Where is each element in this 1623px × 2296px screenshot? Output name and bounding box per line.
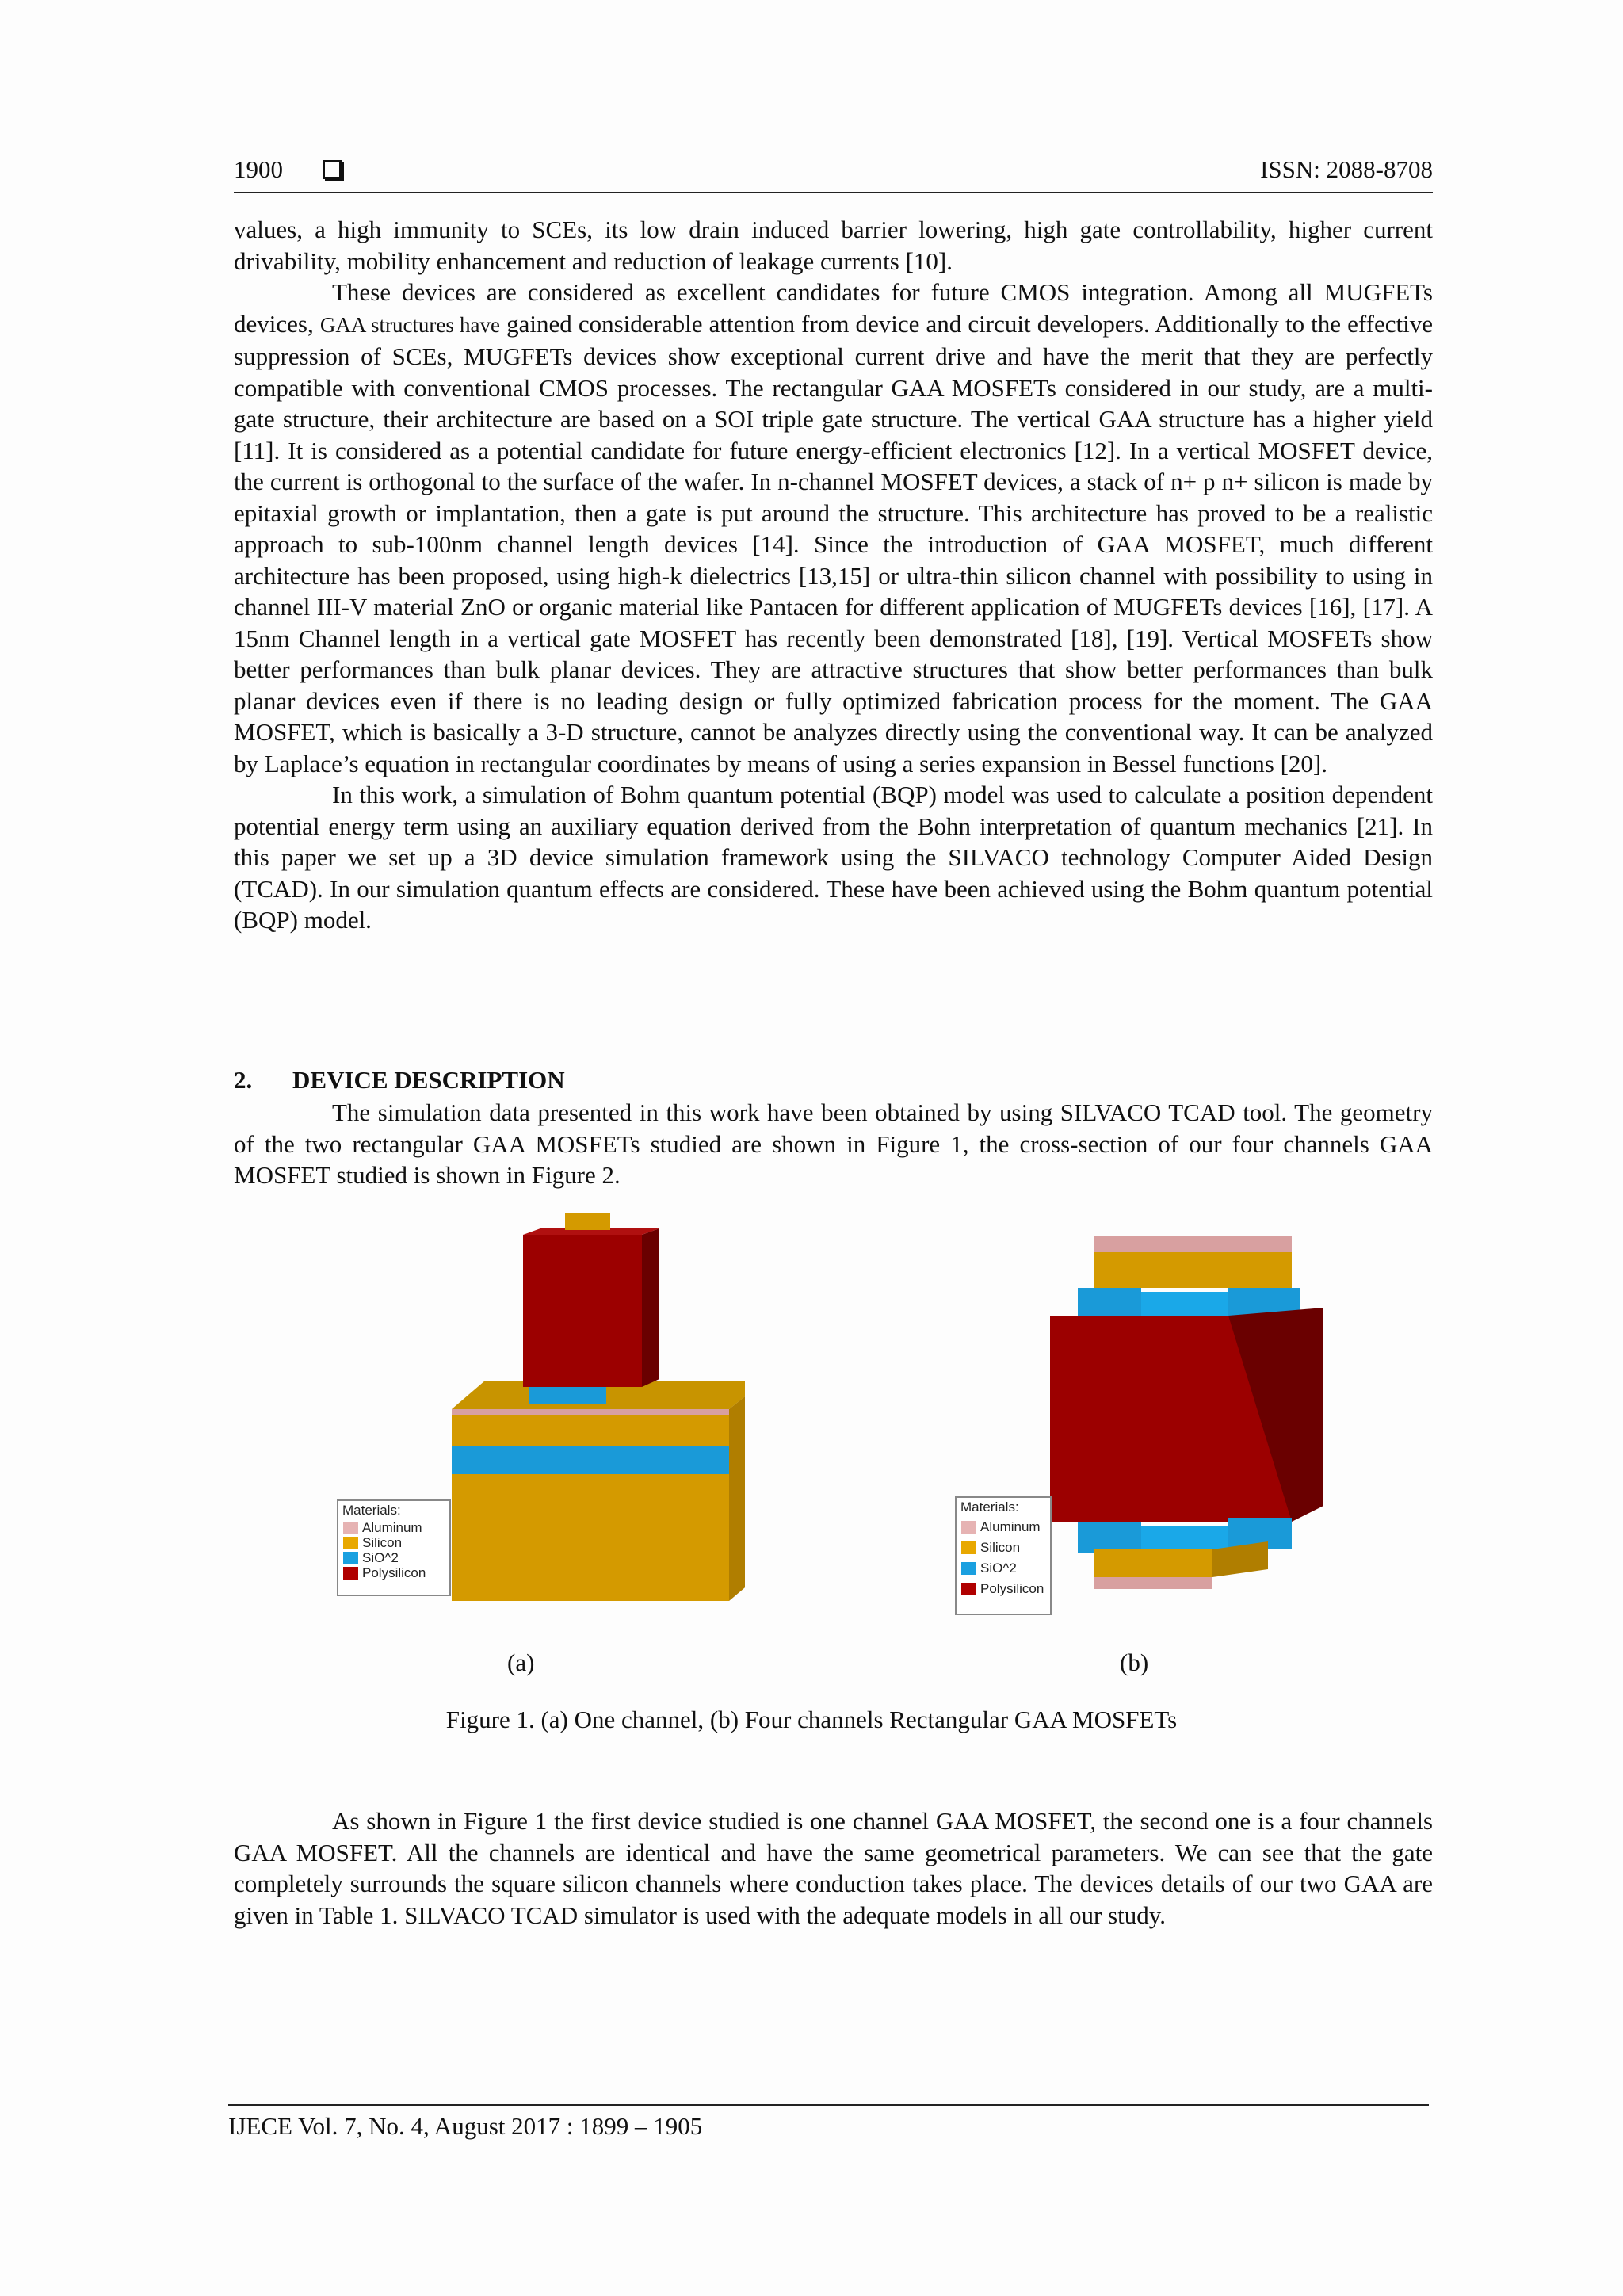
page-header [234, 152, 1433, 193]
paragraph: The simulation data presented in this work have been obtained by using SILVACO TCAD tool. The geometry of the two rectangular GAA MOSFETs studied are shown in Figure 1, the cross-section of our four channels GAA MOSFET studied is shown in Figure 2. [234, 1098, 1433, 1189]
legend-item: Aluminum [957, 1517, 1050, 1538]
legend-item: Silicon [957, 1538, 1050, 1558]
section-heading: 2. DEVICE DESCRIPTION [234, 1066, 565, 1094]
materials-legend-a: Materials: Aluminum Silicon SiO^2 Polysilicon [337, 1499, 451, 1596]
paragraph: As shown in Figure 1 the first device studied is one channel GAA MOSFET, the second one is a four channels GAA MOSFET. All the channels are identical and have the same geometrical parameters. We can see that the gate completely surrounds the square silicon channels where conduction takes place. The devices details of our two GAA are given in Table 1. SILVACO TCAD simulator is used with the adequate models in all our study. [234, 1807, 1433, 1929]
section-text-block [234, 1097, 1433, 1191]
legend-item: Silicon [338, 1535, 449, 1550]
figure-label-b: (b) [1120, 1648, 1149, 1676]
square-bullet-icon [323, 160, 342, 179]
legend-item: SiO^2 [957, 1558, 1050, 1579]
issn: ISSN: 2088-8708 [1260, 155, 1433, 183]
legend-item: Polysilicon [338, 1565, 449, 1580]
figure-b-four-channels [1030, 1228, 1347, 1609]
top-text-block [234, 214, 1433, 936]
page-footer: IJECE Vol. 7, No. 4, August 2017 : 1899 – 1905 [228, 2104, 1429, 2141]
legend-item: Polysilicon [957, 1579, 1050, 1599]
paragraph: In this work, a simulation of Bohm quantum potential (BQP) model was used to calculate a position dependent potential energy term using an auxiliary equation derived from the Bohn interpretation of quantum mechanics [21]. In this paper we set up a 3D device simulation framework using the SILVACO technology Computer Aided Design (TCAD). In our simulation quantum effects are considered. These have been achieved using the Bohm quantum potential (BQP) model. [234, 781, 1433, 934]
page-number: 1900 [234, 155, 283, 183]
legend-item: SiO^2 [338, 1550, 449, 1565]
paragraph: These devices are considered as excellent candidates for future CMOS integration. Among all MUGFETs devices, GAA structures have gained considerable attention from device and circuit developers. Additionally to the effective suppression of SCEs, MUGFETs devices show exceptional current drive and have the merit that they are perfectly compatible with conventional CMOS processes. The rectangular GAA MOSFETs considered in our study, are a multi-gate structure, their architecture are based on a SOI triple gate structure. The vertical GAA structure has a higher yield [11]. It is considered as a potential candidate for future energy-efficient electronics [12]. In a vertical MOSFET device, the current is orthogonal to the surface of the wafer. In n-channel MOSFET devices, a stack of n+ p n+ silicon is made by epitaxial growth or implantation, then a gate is put around the structure. This architecture has proved to be a realistic approach to sub-100nm channel length devices [14]. Since the introduction of GAA MOSFET, much different architecture has been proposed, using high-k dielectrics [13,15] or ultra-thin silicon channel with possibility to using in channel III-V material ZnO or organic material like Pantacen for different application of MUGFETs devices [16], [17]. A 15nm Channel length in a vertical gate MOSFET has recently been demonstrated [18], [19]. Vertical MOSFETs show better performances than bulk planar devices. They are attractive structures that show better performances than bulk planar devices even if there is no leading design or fully optimized fabrication process for the moment. The GAA MOSFET, which is basically a 3-D structure, cannot be analyzes directly using the conventional way. It can be analyzed by Laplace’s equation in rectangular coordinates by means of using a series expansion in Bessel functions [20]. [234, 278, 1434, 777]
legend-item: Aluminum [338, 1520, 449, 1535]
four-channel-device-illustration [1030, 1228, 1347, 1609]
figure-label-a: (a) [507, 1648, 535, 1676]
bottom-text-block [234, 1805, 1433, 1931]
materials-legend-b: Materials: Aluminum Silicon SiO^2 Polysilicon [955, 1496, 1052, 1615]
figure-caption: Figure 1. (a) One channel, (b) Four channels Rectangular GAA MOSFETs [445, 1706, 1178, 1733]
paragraph: values, a high immunity to SCEs, its low drain induced barrier lowering, high gate controllability, higher current drivability, mobility enhancement and reduction of leakage currents [10]. [234, 216, 1433, 275]
